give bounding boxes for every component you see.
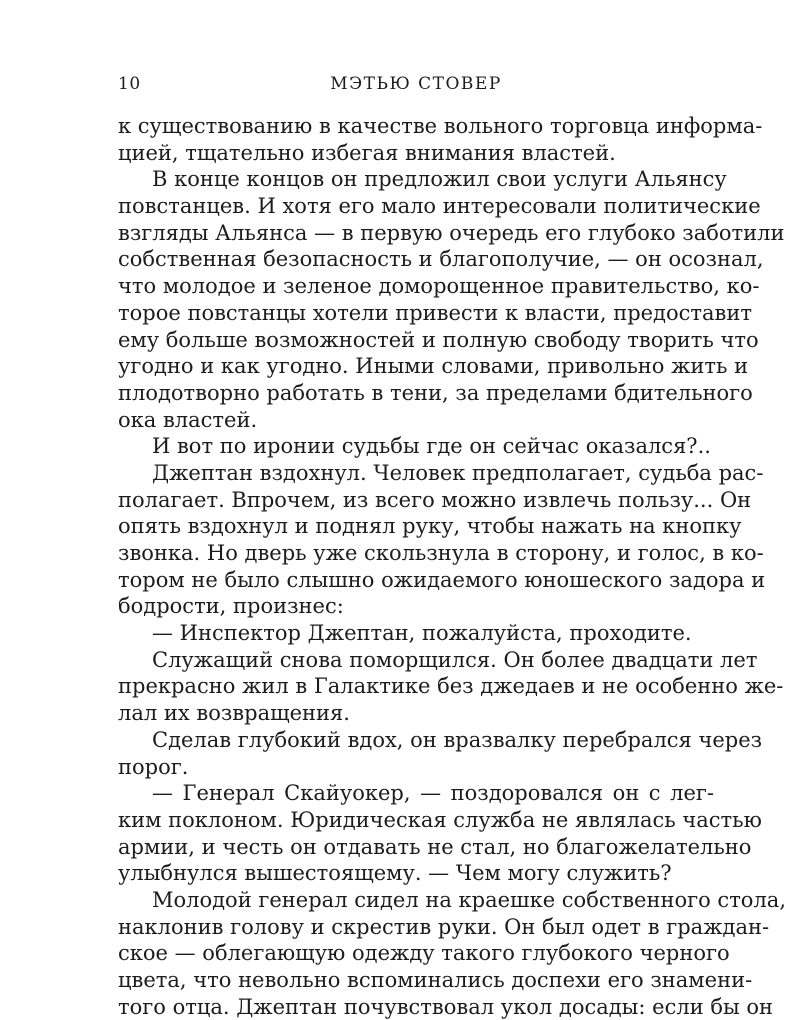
text-line: прекрасно жил в Галактике без джедаев и не особенно же- (118, 674, 784, 699)
paragraph (118, 460, 766, 620)
body-text (118, 113, 786, 1020)
text-line: ким поклоном. Юридическая служба не являлась частью (118, 807, 762, 832)
text-line: армии, и честь он отдавать не стал, но благожелательно (118, 834, 752, 859)
text-line: собственная безопасность и благополучие, — он осознал, (118, 247, 764, 272)
text-line: улыбнулся вышестоящему. — Чем могу служить? (118, 861, 672, 886)
text-line: опять вздохнул и поднял руку, чтобы нажать на кнопку (118, 514, 742, 539)
text-line: лал их возвращения. (118, 701, 350, 726)
text-line: взгляды Альянса — в первую очередь его глубоко заботили (118, 220, 785, 245)
text-line: угодно и как угодно. Иными словами, привольно жить и (118, 354, 749, 379)
text-line: того отца. Джептан почувствовал укол досады: если бы он (118, 994, 774, 1019)
text-line: торое повстанцы хотели привести к власти, предоставит (118, 300, 752, 325)
text-line: Джептан вздохнул. Человек предполагает, судьба рас- (152, 460, 764, 485)
text-line: полагает. Впрочем, из всего можно извлечь пользу... Он (118, 487, 752, 512)
paragraph (118, 647, 784, 727)
text-line: Сделав глубокий вдох, он вразвалку перебрался через (152, 727, 763, 752)
paragraph (118, 780, 762, 887)
paragraph (118, 113, 763, 166)
page-header (118, 74, 714, 100)
page-number: 10 (118, 74, 141, 94)
text-line: ока властей. (118, 407, 258, 432)
paragraph (118, 727, 763, 780)
book-page (118, 0, 786, 1019)
text-line: ему больше возможностей и полную свободу творить что (118, 327, 759, 352)
text-line: В конце концов он предложил свои услуги Альянсу (152, 167, 727, 192)
text-line: тором не было слышно ожидаемого юношеского задора и (118, 567, 766, 592)
text-line: звонка. Но дверь уже скользнула в сторону, и голос, в ко- (118, 541, 764, 565)
text-line: Молодой генерал сидел на краешке собственного стола, (152, 887, 786, 912)
text-line: ское — облегающую одежду такого глубокого черного (118, 941, 730, 966)
text-line: бодрости, произнес: (118, 594, 344, 619)
text-line: плодотворно работать в тени, за пределами бдительного (118, 380, 753, 405)
text-line: наклонив голову и скрестив руки. Он был одет в граждан- (118, 914, 770, 939)
text-line: порог. (118, 754, 189, 779)
text-line: к существованию в качестве вольного торговца информа- (118, 114, 763, 138)
paragraph (118, 433, 714, 460)
paragraph (118, 887, 786, 1020)
text-line: цией, тщательно избегая внимания властей. (118, 140, 616, 165)
paragraph (118, 620, 714, 647)
text-line: повстанцев. И хотя его мало интересовали политические (118, 194, 761, 219)
text-line: цвета, что невольно вспоминались доспехи его знамени- (118, 968, 753, 992)
text-line: И вот по иронии судьбы где он сейчас оказался?.. (152, 434, 711, 459)
text-line: что молодое и зеленое доморощенное правительство, ко- (118, 274, 760, 299)
running-head: МЭТЬЮ СТОВЕР (330, 74, 502, 94)
paragraph (118, 166, 785, 433)
text-line: — Генерал Скайуокер, — поздоровался он с лег- (152, 781, 714, 806)
text-line: — Инспектор Джептан, пожалуйста, проходите. (152, 621, 692, 646)
text-line: Служащий снова поморщился. Он более двадцати лет (152, 647, 758, 672)
